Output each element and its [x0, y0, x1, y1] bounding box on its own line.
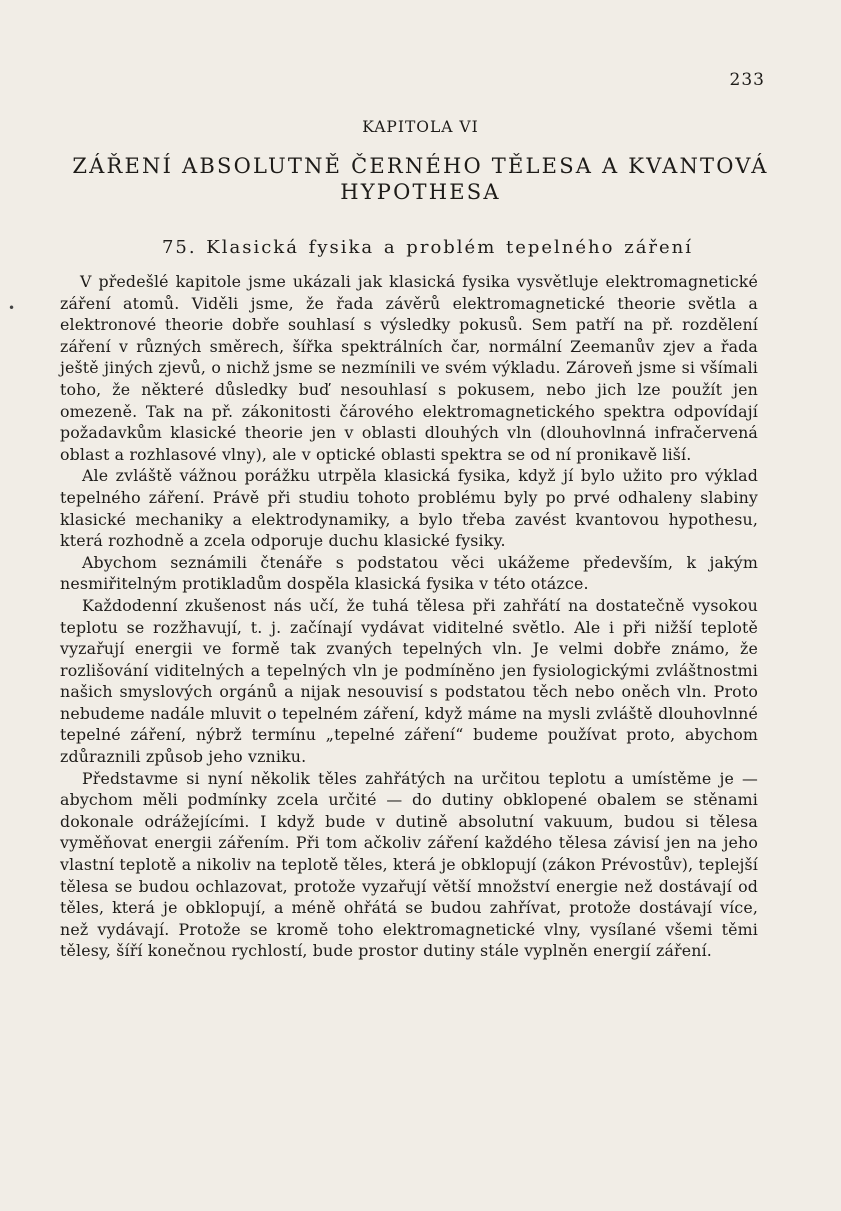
paragraph-5: Představme si nyní několik těles zahřátých na určitou teplotu a umístěme je — abychom měli podmínky zcela určité — do dutiny obklopené obalem se stěnami dokonale odrážejícími. I když bude v dutině absolutní vakuum, budou si tělesa vyměňovat energii zářením. Při tom ačkoliv záření každého tělesa závisí jen na jeho vlastní teplotě a nikoliv na teplotě těles, která je obklopují (zákon Prévostův), teplejší tělesa se budou ochlazovat, protože vyzařují větší množství energie než dostávají od těles, která je obklopují, a méně ohřátá se budou zahřívat, protože dostávají více, než vydávají. Protože se kromě toho elektromagnetické vlny, vysílané všemi těmi tělesy, šíří konečnou rychlostí, bude prostor dutiny stále vyplněn energií záření. — [60, 768, 758, 961]
paragraph-3: Abychom seznámili čtenáře s podstatou věci ukážeme především, k jakým nesmiřitelným protikladům dospěla klasická fysika v této otázce. — [60, 552, 758, 594]
paragraph-4: Každodenní zkušenost nás učí, že tuhá tělesa při zahřátí na dostatečně vysokou teplotu se rozžhavují, t. j. začínají vydávat viditelné světlo. Ale i při nižší teplotě vyzařují energii ve formě tak zvaných tepelných vln. Je velmi dobře známo, že rozlišování viditelných a tepelných vln je podmíněno jen fysiologickými zvláštnostmi našich smyslových orgánů a nijak nesouvisí s podstatou těch nebo oněch vln. Proto nebudeme nadále mluvit o tepelném záření, když máme na mysli zvláště dlouhovlnné tepelné záření, nýbrž termínu „tepelné záření“ budeme používat proto, abychom zdůraznili způsob jeho vzniku. — [60, 595, 758, 767]
chapter-title: ZÁŘENÍ ABSOLUTNĚ ČERNÉHO TĚLESA A KVANTOVÁ HYPOTHESA — [72, 154, 769, 204]
margin-mark: • — [8, 301, 16, 315]
page-number: 233 — [729, 70, 765, 90]
paragraph-2: Ale zvláště vážnou porážku utrpěla klasická fysika, když jí bylo užito pro výklad tepelného záření. Právě při studiu tohoto problému byly po prvé odhaleny slabiny klasické mechaniky a elektrodynamiky, a bylo třeba zavést kvantovou hypothesu, která rozhodně a zcela odporuje duchu klasické fysiky. — [60, 466, 758, 551]
paragraph-1: V předešlé kapitole jsme ukázali jak klasická fysika vysvětluje elektromagnetické záření atomů. Viděli jsme, že řada závěrů elektromagnetické theorie světla a elektronové theorie dobře souhlasí s výsledky pokusů. Sem patří na př. rozdělení záření v různých směrech, šířka spektrálních čar, normální Zeemanův zjev a řada ještě jiných zjevů, o nichž jsme se nezmínili ve svém výkladu. Zároveň jsme si všímali toho, že některé důsledky buď nesouhlasí s pokusem, nebo jich lze použít jen omezeně. Tak na př. zákonitosti čárového elektromagnetického spektra odpovídají požadavkům klasické theorie jen v oblasti dlouhých vln (dlouhovlnná infračervená oblast a rozhlasové vlny), ale v optické oblasti spektra se od ní pronikavě liší. — [60, 272, 758, 464]
chapter-label: KAPITOLA VI — [362, 118, 479, 136]
body-text — [60, 271, 758, 962]
section-heading: 75. Klasická fysika a problém tepelného záření — [161, 237, 694, 258]
